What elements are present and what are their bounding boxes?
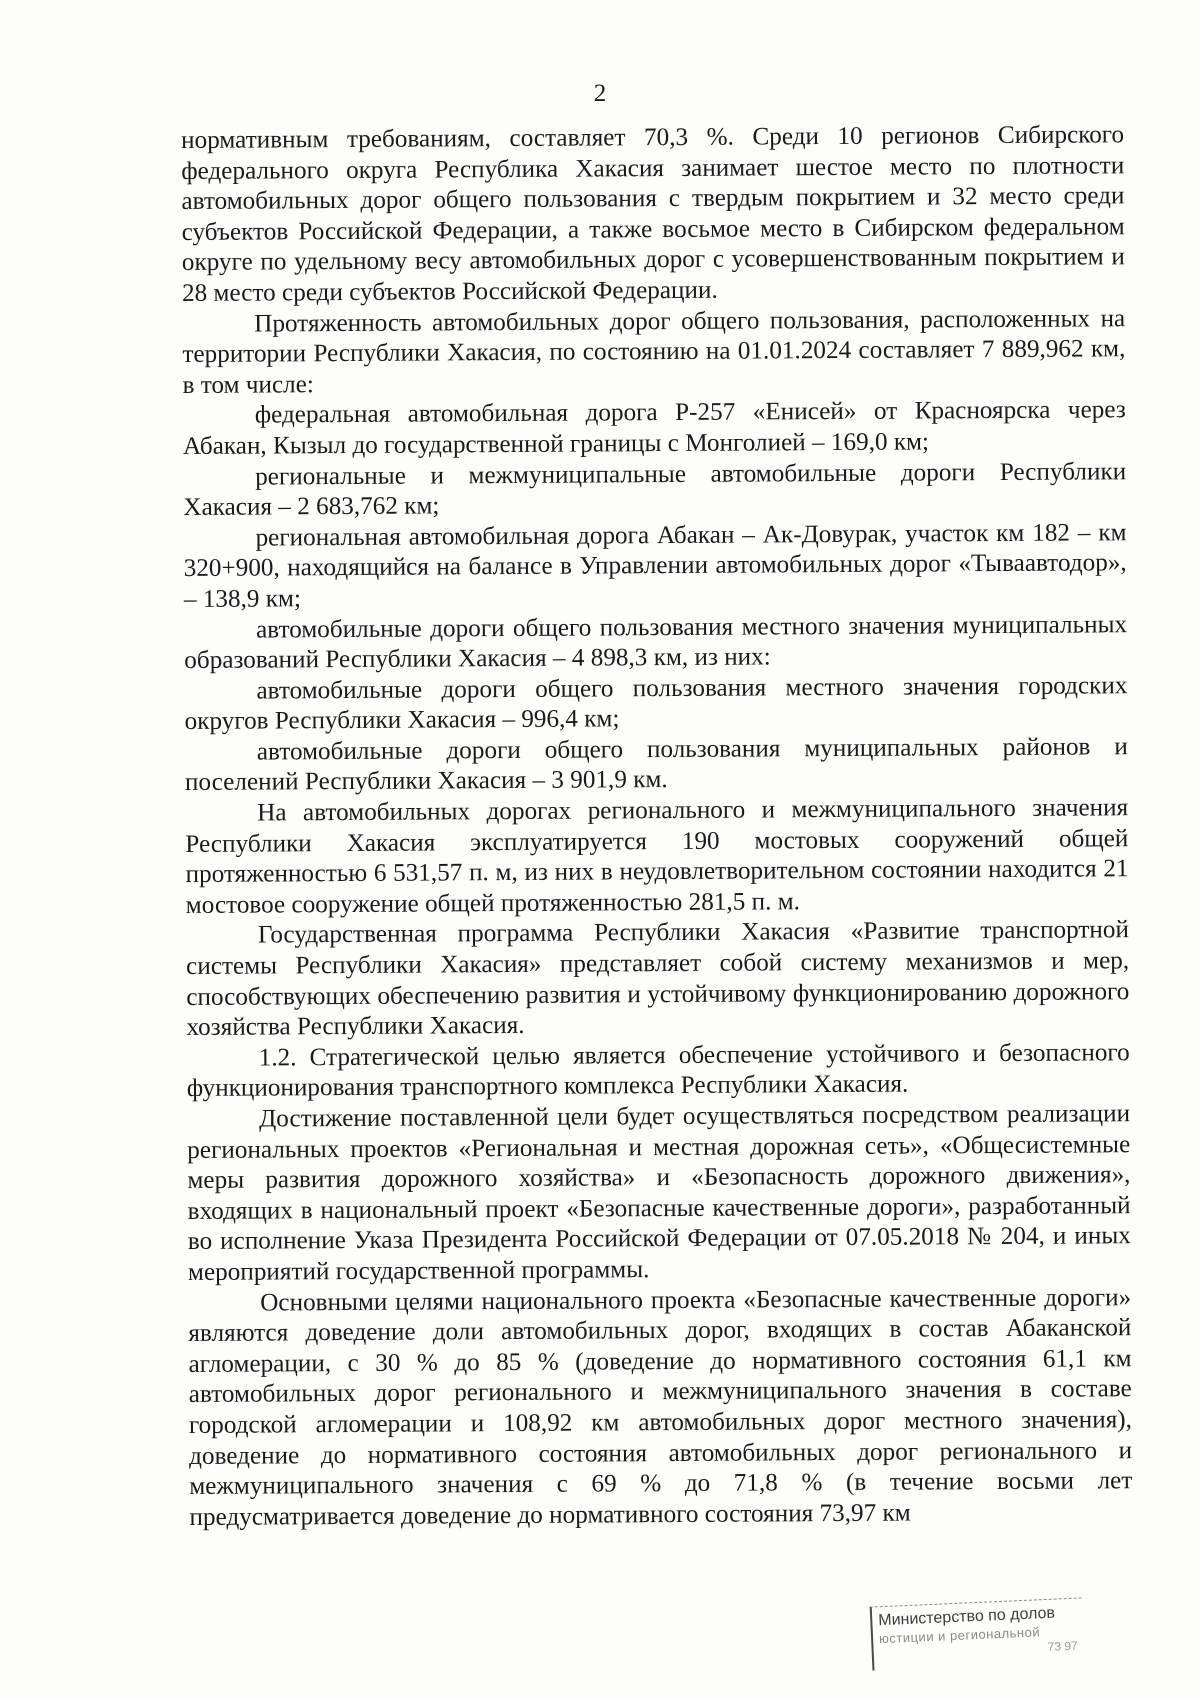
paragraph-road-length: Протяженность автомобильных дорог общего пользования, расположенных на территории Республики Хакасия, по состоянию на 01.01.2024 составляет 7 889,962 км, в том числе: — [182, 304, 1126, 399]
paragraph-goal-achievement: Достижение поставленной цели будет осуществляться посредством реализации региональных проектов «Региональная и местная дорожная сеть», «Общесистемные меры развития дорожного хозяйства» и «Безопасность дорожного движения», входящих в национальный проект «Безопасные качественные дороги», разработанный во исполнение Указа Президента Российской Федерации от 07.05.2018 № 204, и иных мероприятий государственной программы. — [187, 1100, 1131, 1286]
stamp-line-3: 73 97 — [1047, 1638, 1078, 1654]
paragraph-local-roads: автомобильные дороги общего пользования местного значения муниципальных образований Республики Хакасия – 4 898,3 км, из них: — [184, 610, 1128, 675]
paragraph-city-roads: автомобильные дороги общего пользования местного значения городских округов Республики Хакасия – 996,4 км; — [184, 671, 1128, 736]
paragraph-strategic-goal: 1.2. Стратегической целью является обеспечение устойчивого и безопасного функционирования транспортного комплекса Республики Хакасия. — [186, 1039, 1130, 1103]
paragraph-road-standards: нормативным требованиям, составляет 70,3 %. Среди 10 регионов Сибирского федерального округа Республика Хакасия занимает шестое место по плотности автомобильных дорог общего пользования с твердым покрытием и 32 место среди субъектов Российской Федерации, а также восьмое место в Сибирском федеральном округе по удельному весу автомобильных дорог с усовершенствованным покрытием и 28 место среди субъектов Российской Федерации. — [181, 121, 1125, 307]
document-body — [181, 120, 1133, 1533]
ministry-stamp — [870, 1597, 1085, 1670]
stamp-line-1: Министерство по долов — [877, 1604, 1056, 1630]
paragraph-federal-road: федеральная автомобильная дорога Р-257 «Енисей» от Красноярска через Абакан, Кызыл до государственной границы с Монголией – 169,0 км; — [182, 396, 1126, 460]
paragraph-district-roads: автомобильные дороги общего пользования муниципальных районов и поселений Республики Хакасия – 3 901,9 км. — [184, 733, 1128, 797]
stamp-line-2: юстиции и региональной — [878, 1624, 1041, 1647]
paragraph-state-program: Государственная программа Республики Хакасия «Развитие транспортной системы Республики Хакасия» представляет собой систему механизмов и мер, способствующих обеспечению развития и устойчивому функционированию дорожного хозяйства Республики Хакасия. — [186, 916, 1130, 1042]
paragraph-national-project: Основными целями национального проекта «Безопасные качественные дороги» являются доведение доли автомобильных дорог, входящих в состав Абаканской агломерации, с 30 % до 85 % (доведение до нормативного состояния 61,1 км автомобильных дорог регионального и межмуниципального значения в составе городской агломерации и 108,92 км автомобильных дорог местного значения), доведение до нормативного состояния автомобильных дорог регионального и межмуниципального значения с 69 % до 71,8 % (в течение восьми лет предусматривается доведение до нормативного состояния 73,97 км — [188, 1283, 1133, 1531]
paragraph-regional-roads: региональные и межмуниципальные автомобильные дороги Республики Хакасия – 2 683,762 км; — [183, 457, 1127, 522]
page-number: 2 — [593, 80, 607, 107]
paragraph-bridges: На автомобильных дорогах регионального и межмуниципального значения Республики Хакасия эксплуатируется 190 мостовых сооружений общей протяженностью 6 531,57 п. м, из них в неудовлетворительном состоянии находится 21 мостовое сооружение общей протяженностью 281,5 п. м. — [185, 794, 1129, 919]
paragraph-abakan-road: региональная автомобильная дорога Абакан – Ак-Довурак, участок км 182 – км 320+900, находящийся на балансе в Управлении автомобильных дорог «Тываавтодор», – 138,9 км; — [183, 518, 1127, 613]
